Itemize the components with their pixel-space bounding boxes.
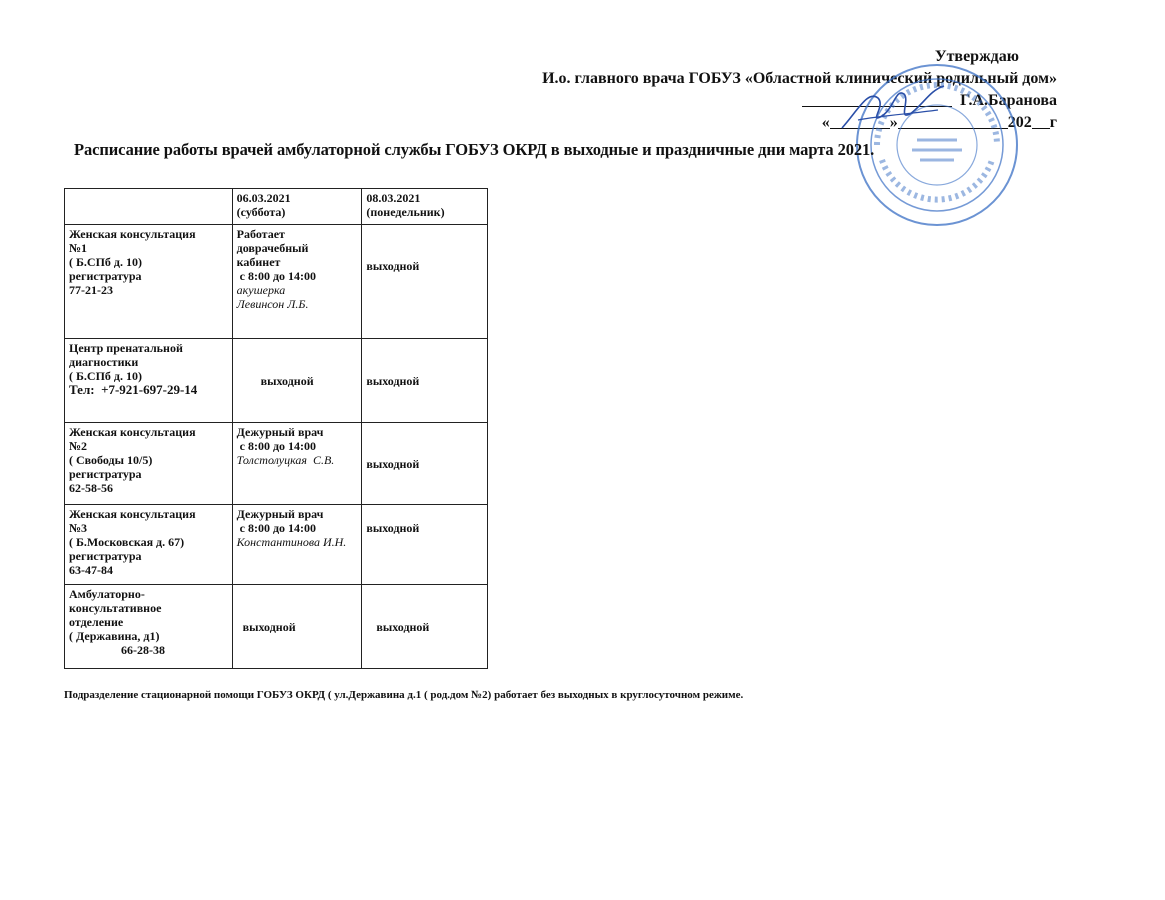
day2-cell: выходной — [362, 423, 488, 505]
header-empty-cell — [65, 189, 233, 225]
header-date-2: 08.03.2021 (понедельник) — [362, 189, 488, 225]
unit-cell: Амбулаторно- консультативное отделение ( Державина, д1) 66-28-38 — [65, 585, 233, 669]
day1-cell: Работает доврачебный кабинет с 8:00 до 14:00 акушерка Левинсон Л.Б. — [232, 225, 362, 339]
approval-heading: Утверждаю — [934, 48, 1019, 65]
table-row — [65, 225, 488, 339]
table-row — [65, 423, 488, 505]
day1-cell: выходной — [232, 585, 362, 669]
signature-icon — [838, 80, 948, 136]
schedule-table — [64, 188, 488, 669]
day1-cell: выходной — [232, 339, 362, 423]
day2-cell: выходной — [362, 505, 488, 585]
day1-cell: Дежурный врач с 8:00 до 14:00 Константинова И.Н. — [232, 505, 362, 585]
footnote: Подразделение стационарной помощи ГОБУЗ ОКРД ( ул.Державина д.1 ( род.дом №2) работает без выходных в круглосуточном режиме. — [64, 689, 744, 701]
approval-position: И.о. главного врача ГОБУЗ «Областной клинический родильный дом» — [542, 70, 1057, 87]
table-header-row — [65, 189, 488, 225]
day1-cell: Дежурный врач с 8:00 до 14:00 Толстолуцкая С.В. — [232, 423, 362, 505]
approval-signer: Г.А.Баранова — [960, 92, 1057, 109]
document-title: Расписание работы врачей амбулаторной службы ГОБУЗ ОКРД в выходные и праздничные дни марта 2021. — [74, 140, 875, 159]
header-date-1: 06.03.2021 (суббота) — [232, 189, 362, 225]
table-row — [65, 585, 488, 669]
unit-cell: Женская консультация №3 ( Б.Московская д. 67) регистратура 63-47-84 — [65, 505, 233, 585]
unit-cell: Женская консультация №1 ( Б.СПб д. 10) регистратура 77-21-23 — [65, 225, 233, 339]
day2-cell: выходной — [362, 225, 488, 339]
unit-cell: Центр пренатальной диагностики ( Б.СПб д. 10) Тел: +7-921-697-29-14 — [65, 339, 233, 423]
unit-cell: Женская консультация №2 ( Свободы 10/5) регистратура 62-58-56 — [65, 423, 233, 505]
table-row — [65, 339, 488, 423]
table-row — [65, 505, 488, 585]
day2-cell: выходной — [362, 585, 488, 669]
day2-cell: выходной — [362, 339, 488, 423]
approval-date-line: « » 202 г — [821, 114, 1057, 131]
